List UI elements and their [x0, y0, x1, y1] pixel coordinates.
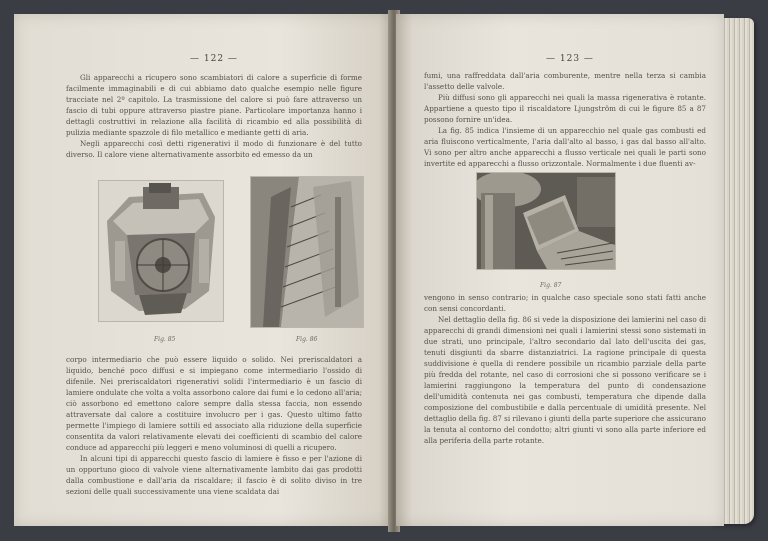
figure-86-image — [250, 176, 364, 328]
figure-87-image — [476, 172, 616, 270]
text-block-bottom — [424, 292, 706, 446]
rotor-plates-drawing — [251, 177, 363, 327]
page-number: — 123 — — [546, 54, 594, 64]
text-block-bottom — [66, 354, 362, 497]
paragraph: Più diffusi sono gli apparecchi nei quali la massa rigenerativa è rotante. Appartiene a questo tipo il riscaldatore Ljungström di cui le figure 85 a 87 possono fornire un'idea. — [424, 93, 706, 124]
paragraph: La fig. 85 indica l'insieme di un apparecchio nel quale gas combusti ed aria fluiscono verticalmente, l'aria dall'alto al basso, i gas dal basso all'alto. Vi sono per altro anche apparecchi a flusso verticale nei quali le parti sono invertite ed apparecchi a flusso orizzontale. Normalmente i due fluenti av- — [424, 126, 706, 168]
paragraph: In alcuni tipi di apparecchi questo fascio di lamiere è fisso e per l'azione di un opportuno gioco di valvole viene alternativamente lambito dai gas prodotti dalla combustione e dall'aria da riscaldare; il fascio è di solito diviso in tre sezioni delle quali successivamente una viene scaldata dai — [66, 454, 362, 496]
figure-caption: Fig. 85 — [154, 336, 176, 343]
paragraph: corpo intermediario che può essere liquido o solido. Nei preriscaldatori a liquido, benché poco diffusi e si impiegano come intermediario l'ossido di difenile. Nei preriscaldatori rigenerativi solidi l'intermediario è un fascio di lamiere ondulate che volta a volta assorbono calore dai fumi e lo cedono all'aria; ciò assorbono ed emettono calore sempre dalla stessa faccia, non essendo attraversate dal calore a costituire involucro per i gas. Questo ultimo fatto permette l'impiego di lamiere sottili ed associato alla riduzione della superficie consentita da valori relativamente elevati dei coefficienti di scambio del calore conduce ad apparecchi più leggeri e meno voluminosi di quelli a ricupero. — [66, 355, 362, 452]
left-page — [14, 14, 394, 526]
paragraph: Gli apparecchi a ricupero sono scambiatori di calore a superficie di forme facilmente immaginabili e di cui abbiamo dato qualche esempio nelle figure tracciate nel 2º capitolo. La trasmissione del calore si può fare attraverso un fascio di tubi oppure attraverso piastre piane. Particolare importanza hanno i dettagli costruttivi in relazione alla facilità di ricambio ed alla possibilità di pulizia mediante spazzole di filo metallico e mediante getti di aria. — [66, 73, 362, 137]
page-number: — 122 — — [190, 54, 238, 64]
open-book — [4, 4, 764, 537]
paragraph: fumi, una raffreddata dall'aria comburente, mentre nella terza si cambia l'assetto delle valvole. — [424, 71, 706, 91]
text-block-top — [66, 72, 362, 160]
paragraph: Negli apparecchi così detti rigenerativi il modo di funzionare è del tutto diverso. Il calore viene alternativamente assorbito ed emesso da un — [66, 139, 362, 159]
right-page — [396, 14, 724, 526]
figure-caption: Fig. 86 — [296, 336, 318, 343]
paragraph: Nel dettaglio della fig. 86 si vede la disposizione dei lamierini nel caso di apparecchi di grandi dimensioni nei quali i lamierini stessi sono sistemati in due strati, uno principale, l'altro secondario dal lato dell'uscita dei gas, tenuti disgiunti da sbarre distanziatrici. La ragione principale di questa suddivisione è quella di rendere possibile un ricambio parziale della parte più fredda del rotante, nel caso di corrosioni che si possono verificare se i lamierini raggiungono la temperatura del punto di condensazione dell'umidità contenuta nei gas combusti, temperatura che dipende dalla composizione del combustibile e dalla percentuale di umidità presente. Nel dettaglio della fig. 87 si rilevano i giunti della parte superiore che assicurano la tenuta al contorno del condotto; altri giunti vi sono alla parte inferiore ed alla periferia della parte rotante. — [424, 315, 706, 445]
text-block-top — [424, 70, 706, 169]
figure-caption: Fig. 87 — [540, 282, 562, 289]
figure-85-image — [98, 180, 224, 322]
heater-assembly-drawing — [99, 181, 223, 321]
rotor-seal-drawing — [477, 173, 615, 269]
paragraph: vengono in senso contrario; in qualche caso speciale sono stati fatti anche con sensi concordanti. — [424, 293, 706, 313]
